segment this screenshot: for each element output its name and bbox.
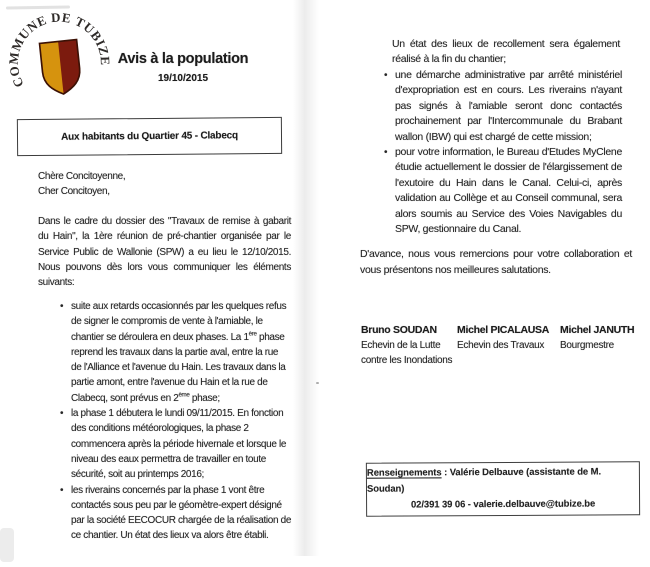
crest-arc-text: COMMUNE DE TUBIZE (5, 9, 114, 90)
bullet-icon: • (60, 301, 64, 312)
bullet-item (384, 145, 622, 237)
signature-column-3 (560, 323, 648, 353)
text-line: pas signés à l'amiable seront donc contactés (395, 99, 622, 112)
bullet-list-right (384, 68, 622, 237)
bullet-icon: • (384, 147, 388, 159)
text-line: partie amont, entre l'avenue du Hain et la rue de (71, 377, 268, 389)
text-line: niveau des eaux permettra de travailler en toute (71, 453, 266, 465)
signatory-role: Echevin des Travaux (457, 340, 545, 351)
intro-paragraph (38, 214, 291, 290)
text-line: d'expropriation est en cours. Les riverains n'ayant (395, 84, 622, 97)
salutation (38, 169, 125, 200)
scan-edge-shadow (293, 0, 319, 556)
signatory-name: Michel JANUTH (560, 324, 635, 336)
signatory-role: Echevin de la Lutte (361, 340, 441, 351)
bullet-item (384, 68, 622, 145)
bullet-item (60, 483, 294, 544)
scanned-page-2 (325, 0, 650, 567)
bullet-icon: • (384, 70, 388, 81)
text-line: contactés sous peu par le géomètre-expert désigné (71, 499, 282, 511)
signatory-role: Bourgmestre (560, 340, 614, 351)
text-line: réalisé à la fin du chantier; (392, 53, 506, 66)
text-line: commencera après la période hivernale et lorsque le (71, 438, 287, 450)
contact-person: : Valérie Delbauve (assistante de M. Soudan) (366, 466, 602, 495)
text-line: Nous pouvons dès lors vous communiquer les éléments (38, 261, 291, 273)
bullet-item (60, 299, 294, 406)
text-line: les riverains concernés par la phase 1 vont être (71, 484, 265, 496)
signatory-name: Michel PICALAUSA (457, 324, 550, 336)
text-line: suivants: (38, 277, 75, 289)
text-line: par la société EECOCUR chargée de la réalisation de (71, 515, 292, 527)
bullet-list-left (60, 299, 294, 544)
text-line: prochainement par l'Intercommunale du Brabant (395, 115, 622, 128)
scan-smudge (0, 528, 14, 562)
text-line: Un état des lieux de recollement sera également (392, 38, 620, 50)
salutation-line-2: Cher Concitoyen, (38, 186, 110, 198)
closing-paragraph (360, 247, 632, 278)
text-line: étudie actuellement le dossier de l'élargissement de (395, 161, 622, 174)
text-line: vous présentons nos meilleures salutations. (360, 263, 551, 276)
text-line: suite aux retards occasionnés par les quelques refus (71, 301, 287, 312)
text-line: Dans le cadre du dossier des "Travaux de remise à gabarit (38, 216, 291, 227)
text-line: des conditions météorologiques, la phase 2 (71, 423, 249, 435)
bullet-continuation-paragraph (392, 37, 620, 68)
text-line: SPW, gestionnaire du Canal. (395, 223, 522, 236)
addressee-banner (17, 117, 282, 156)
signatory-name: Bruno SOUDAN (361, 324, 437, 336)
signature-column-2 (457, 323, 562, 353)
contact-person-line (367, 464, 639, 497)
text-line: Clabecq, sont prévus en 2ème phase; (71, 391, 220, 404)
text-line: Service Public de Wallonie (SPW) a eu lieu le 12/10/2015. (38, 246, 291, 258)
text-line: de signer le compromis de vente à l'amiable, le (71, 316, 263, 328)
text-line: pour votre information, le Bureau d'Etudes MyClene (395, 146, 622, 159)
text-line: sécurité, soit au printemps 2016; (71, 469, 204, 481)
text-line: la phase 1 débutera le lundi 09/11/2015. En fonction (71, 408, 284, 420)
text-line: D'avance, nous vous remercions pour votre collaboration et (360, 248, 632, 260)
text-line: alors soumis au Service des Voies Navigables du (395, 207, 622, 220)
text-line: de l'Alliance et l'avenue du Hain. Les travaux dans la (71, 362, 286, 374)
text-line: wallon (IBW) qui est chargé de cette mission; (395, 130, 592, 143)
contact-info-box (366, 461, 640, 516)
signature-column-1 (361, 323, 461, 368)
salutation-line-1: Chère Concitoyenne, (38, 171, 126, 182)
page-title: Avis à la population (117, 51, 249, 67)
document-date: 19/10/2015 (157, 73, 209, 84)
text-line: du Hain", la 1ère réunion de pré-chantier organisée par le (38, 231, 291, 243)
contact-label: Renseignements (366, 467, 442, 479)
contact-phone-email: 02/391 39 06 - valerie.delbauve@tubize.be (410, 498, 596, 511)
text-line: l'exutoire du Hain dans le Canal. Celui-ci, après (395, 176, 622, 189)
scan-speck (316, 382, 319, 384)
text-line: ce chantier. Un état des lieux va alors être établi. (71, 530, 269, 542)
text-line: une démarche administrative par arrêté ministériel (395, 69, 622, 81)
text-line: reprend les travaux dans la partie aval, entre la rue (71, 346, 279, 358)
text-line: validation au Collège et au Conseil communal, sera (395, 192, 622, 205)
text-line: chantier se déroulera en deux phases. La 1ère phase (71, 330, 285, 343)
addressee-banner-text: Aux habitants du Quartier 45 - Clabecq (61, 130, 238, 143)
bullet-icon: • (60, 408, 64, 420)
signatory-role: contre les Inondations (361, 355, 453, 366)
bullet-icon: • (60, 484, 64, 496)
bullet-item (60, 406, 294, 482)
